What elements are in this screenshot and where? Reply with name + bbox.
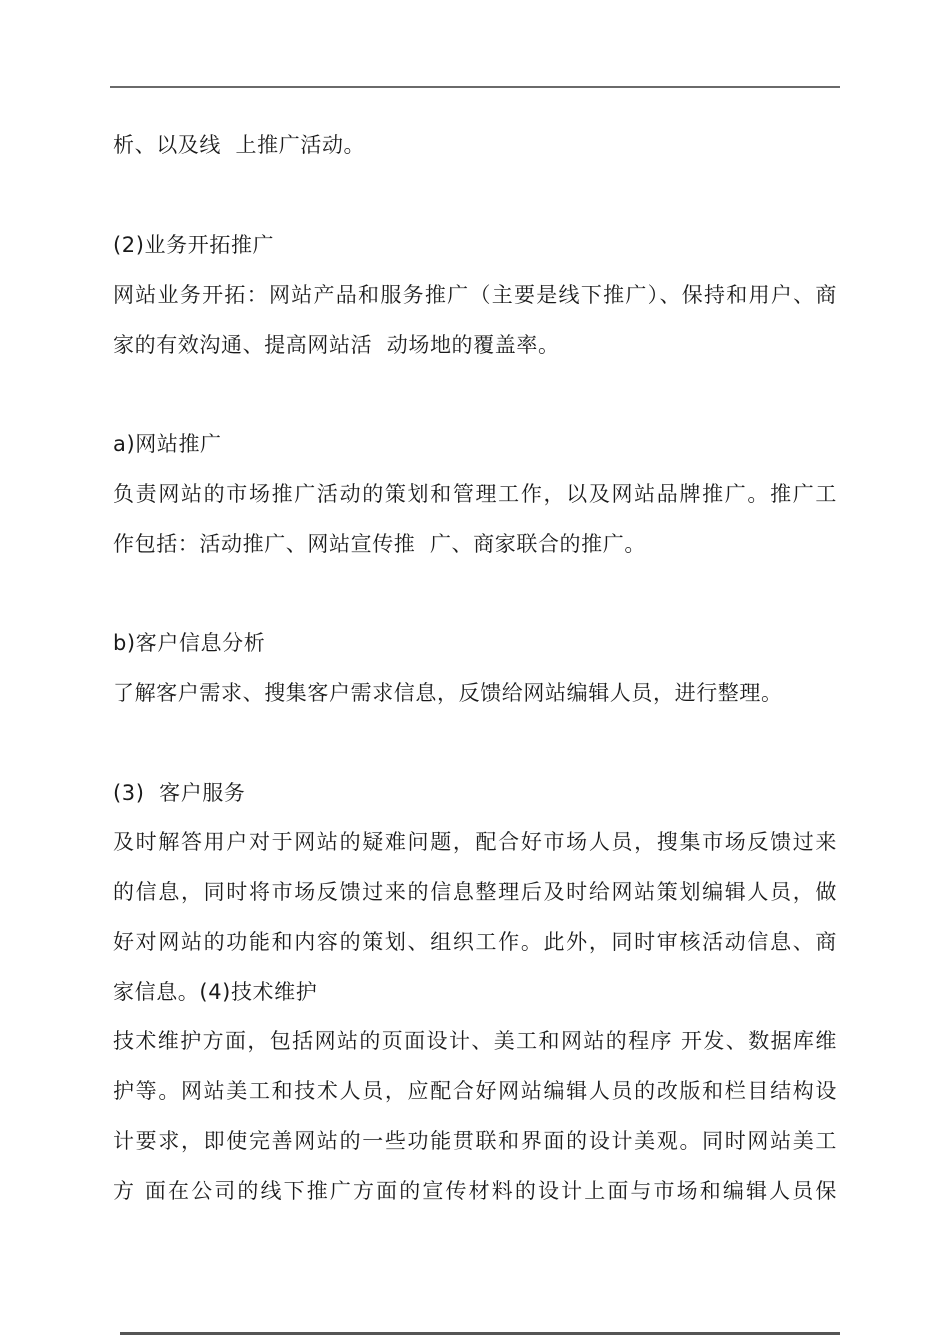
paragraph-line: 护等。网站美工和技术人员，应配合好网站编辑人员的改版和栏目结构设 <box>113 1079 837 1103</box>
paragraph-line: 及时解答用户对于网站的疑难问题，配合好市场人员，搜集市场反馈过来 <box>113 830 837 854</box>
section-heading: (3) 客户服务 <box>113 781 246 805</box>
footer-rule <box>120 1332 840 1335</box>
paragraph-line: 作包括：活动推广、网站宣传推 广、商家联合的推广。 <box>113 532 646 556</box>
paragraph-line: 了解客户需求、搜集客户需求信息，反馈给网站编辑人员，进行整理。 <box>113 681 783 705</box>
paragraph-line: 方 面在公司的线下推广方面的宣传材料的设计上面与市场和编辑人员保 <box>113 1179 837 1203</box>
paragraph-line: 计要求，即使完善网站的一些功能贯联和界面的设计美观。同时网站美工 <box>113 1129 837 1153</box>
paragraph-line: 家信息。(4)技术维护 <box>113 980 318 1004</box>
paragraph-line: 析、以及线 上推广活动。 <box>113 133 366 157</box>
paragraph-line: 网站业务开拓：网站产品和服务推广（主要是线下推广）、保持和用户、商 <box>113 283 837 307</box>
paragraph-line: 技术维护方面，包括网站的页面设计、美工和网站的程序 开发、数据库维 <box>113 1029 837 1053</box>
header-rule <box>110 86 840 88</box>
subsection-heading: a)网站推广 <box>113 432 222 456</box>
paragraph-line: 好对网站的功能和内容的策划、组织工作。此外，同时审核活动信息、商 <box>113 930 837 954</box>
paragraph-line: 负责网站的市场推广活动的策划和管理工作，以及网站品牌推广。推广工 <box>113 482 837 506</box>
paragraph-line: 的信息，同时将市场反馈过来的信息整理后及时给网站策划编辑人员，做 <box>113 880 837 904</box>
paragraph-line: 家的有效沟通、提高网站活 动场地的覆盖率。 <box>113 333 560 357</box>
section-heading: (2)业务开拓推广 <box>113 233 275 257</box>
subsection-heading: b)客户信息分析 <box>113 631 266 655</box>
